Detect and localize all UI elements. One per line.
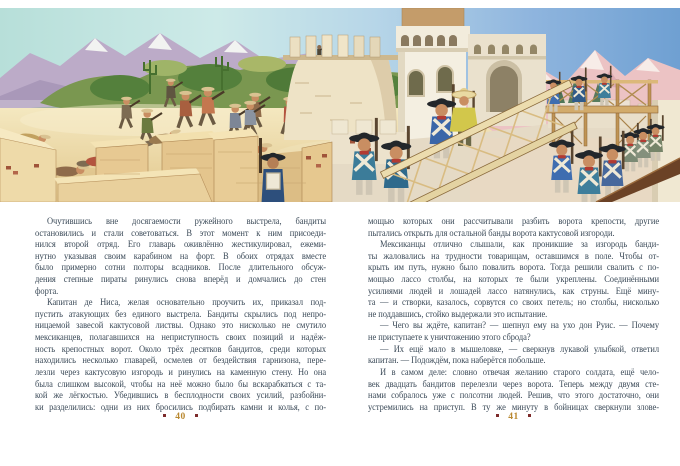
- page-number-value: 40: [175, 412, 186, 422]
- text-line: дения степные пираты ринулись снова вперёд и домчались до стен: [35, 274, 327, 285]
- text-line: была слишком высокой, чтобы на неё можно было бы вскарабкаться с та-: [35, 378, 327, 389]
- text-line: нился второй отряд. Его главарь оживлённо жестикулировал, ежеми-: [35, 239, 327, 250]
- page-marker-icon: [195, 414, 198, 417]
- text-line: мексиканцев, полагавшихся на неприступность своих позиций и надёж-: [35, 332, 327, 343]
- text-line: ты жаловались на трудности товарищам, оставшимся в поле. Чтобы от-: [368, 250, 660, 261]
- text-line: пытались открыть для остальной банды ворота кактусовой изгороди.: [368, 227, 615, 238]
- text-line: век двадцать бандитов перелезли через ворота. Теперь между двумя сте-: [368, 378, 660, 389]
- page-marker-icon: [496, 414, 499, 417]
- text-line: устремились на приступ. В ту же минуту в бойницах сверкнули злове-: [368, 401, 660, 412]
- text-line: Очутившись вне досягаемости ружейного выстрела, бандиты: [46, 216, 327, 226]
- page-number-value: 41: [508, 412, 519, 422]
- text-line: мощью лассо столбы, на которых те были укреплены. Соединёнными: [368, 274, 660, 285]
- text-line: ки разделились: одни из них бросились подбирать камни и колья, с по-: [35, 401, 327, 412]
- text-line: мощью которых они рассчитывали разбить ворота крепости, другие: [368, 216, 660, 226]
- text-line: Мексиканцы отлично слышали, как проникшие за изгородь банди-: [379, 239, 660, 250]
- illustration-canvas: [0, 8, 680, 202]
- text-line: ницаемой завесой кактусовой листвы. Однако это нисколько не смутило: [35, 320, 327, 331]
- text-line: Капитан де Ниса, желая основательно проучить их, приказал под-: [46, 297, 327, 308]
- text-line: капитан. — Подождём, пока наберётся побольше.: [368, 355, 546, 366]
- text-line: кой же лёгкостью. Убедившись в бесплодности своих усилий, разбойни-: [35, 390, 327, 401]
- text-line: та — и створки, казалось, сорвутся со своих петель; но столбы, нисколько: [368, 297, 660, 308]
- text-line: не приступаете к уничтожению этого сброда?: [368, 332, 531, 343]
- text-line: было примерно сотни полторы всадников. После длительного обсуж-: [35, 262, 327, 273]
- text-line: лезли через кактусовую изгородь и ринулись на каменную стену. Но она: [35, 366, 327, 377]
- page-number-left: [35, 412, 326, 422]
- text-line: И в самом деле: словно отвечая желанию старого солдата, ещё чело-: [379, 366, 660, 377]
- page-number-right: [368, 412, 659, 422]
- text-line: крыть им путь, нужно было повалить ворота. Тогда решили свалить с по-: [368, 262, 660, 273]
- text-line: остановились и стали советоваться. В этот момент к ним присоеди-: [35, 227, 327, 238]
- fort-battle-illustration: [0, 8, 680, 202]
- text-line: — Их ещё мало в мышеловке, — сверкнув лукавой улыбкой, ответил: [379, 343, 660, 354]
- text-line: форта.: [35, 285, 59, 296]
- text-line: нами собралось уже с полсотни людей. Решив, что этого достаточно, они: [368, 390, 660, 401]
- text-line: ность крепостных ворот. Около трёх десятков бандитов, среди которых: [35, 343, 327, 354]
- text-line: — Чего вы ждёте, капитан? — шепнул ему на ухо дон Руис. — Почему: [379, 320, 660, 331]
- page-left-text: [35, 216, 326, 413]
- text-line: усилиями людей и лошадей лассо натянулись, как струны. Ещё мину-: [368, 285, 660, 296]
- text-line: нутно указывая своим карабином на форт. В обоих отрядах вместе: [35, 250, 327, 261]
- text-line: пустить атакующих без единого выстрела. Бандиты скрылись под непро-: [35, 308, 327, 319]
- page-right-text: [368, 216, 659, 413]
- page-marker-icon: [528, 414, 531, 417]
- page-marker-icon: [163, 414, 166, 417]
- text-line: находились несколько главарей, осмелев от бездействия гарнизона, пере-: [35, 355, 327, 366]
- text-line: не поддавшись, стойко выдержали это испытание.: [368, 308, 548, 319]
